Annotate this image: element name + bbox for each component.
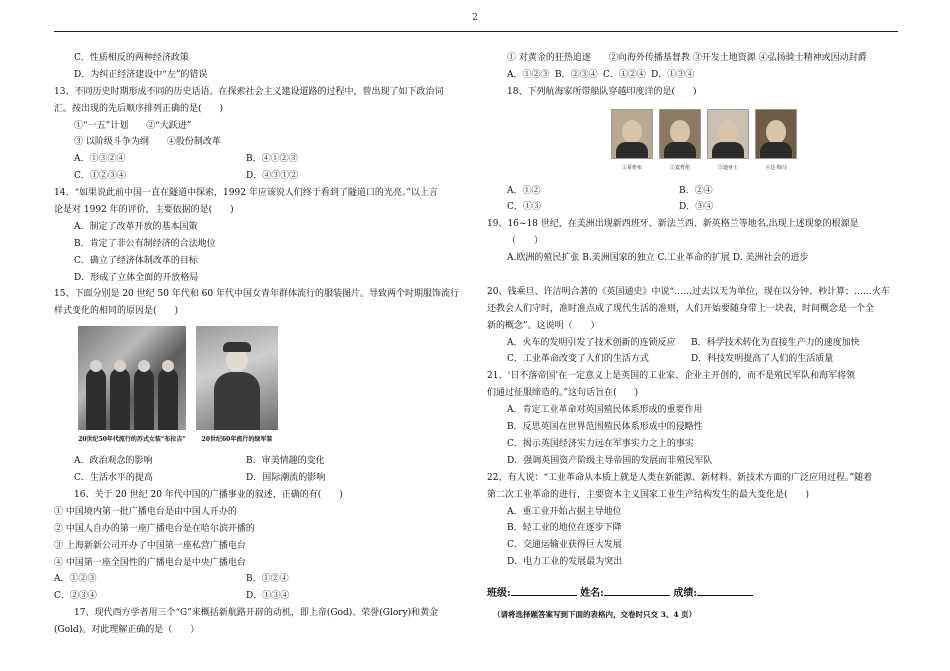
q13-option-c: C．①②③④	[74, 171, 126, 182]
portrait-dias	[707, 109, 749, 177]
q22-option-b: B．轻工业的地位在逐步下降	[507, 523, 622, 534]
class-blank[interactable]	[511, 585, 577, 596]
q18-option-c: C．①③	[507, 202, 541, 213]
portrait-caption-3: ③迪亚士	[717, 164, 738, 171]
q15-photo-1960s	[196, 326, 278, 449]
q15-options-ab	[54, 453, 466, 470]
portrait-columbus	[611, 109, 653, 177]
class-label: 班级:	[487, 588, 511, 600]
q17-stem-2: (Gold)。对此理解正确的是（ ）	[54, 625, 200, 636]
q14-option-d: D．形成了立体全面的开放格局	[74, 272, 199, 283]
q16-item-4: ④ 中国第一座全国性的广播电台是中央广播电台	[54, 557, 246, 568]
q12-option-d: D．为纠正经济建设中“左”的错误	[74, 69, 208, 80]
photo-green-uniform	[196, 326, 278, 430]
q13-option-b: B．④①②③	[246, 154, 298, 165]
q16-item-1: ① 中国境内第一批广播电台是由中国人开办的	[54, 506, 237, 517]
portrait-caption-2: ②麦哲伦	[669, 164, 690, 171]
q15-option-c: C．生活水平的提高	[74, 473, 153, 484]
q20-option-d: D．科技发明提高了人们的生活质量	[691, 354, 834, 365]
q17-items: ① 对黄金的狂热追逐 ②向海外传播基督教 ③开发土地资源 ④弘扬骑士精神或因动封爵	[507, 53, 867, 63]
q13-options-ab	[54, 151, 466, 168]
q15-photos	[78, 326, 466, 449]
photo-women-dresses	[78, 326, 186, 430]
q17-option-a: A．①②③	[507, 69, 550, 80]
spacer	[487, 267, 899, 284]
portrait-magellan	[659, 109, 701, 177]
left-column	[54, 50, 466, 639]
q19-stem-2: （ ）	[507, 236, 544, 247]
student-info-line	[487, 585, 899, 603]
q22-option-a: A．重工业开始占据主导地位	[507, 506, 622, 517]
q20-stem-1: 20、钱乘旦、许洁明合著的《英国通史》中说“……过去以天为单位，现在以分钟、秒计算；……火车	[487, 286, 891, 297]
q17-stem-1: 17、现代西方学者用三个“G”来概括新航路开辟的动机，即上帝(God)、荣誉(Glory)和黄金	[74, 608, 439, 619]
page-number: 2	[472, 13, 478, 23]
q21-option-c: C．揭示英国经济实力远在军事实力之上的事实	[507, 438, 694, 449]
q22-option-c: C．交通运输业获得巨大发展	[507, 540, 622, 551]
q22-stem-1: 22、有人说：“工业革命从本质上就是人类在新能源、新材料、新技术方面的广泛应用过程。”随着	[487, 472, 873, 483]
name-label: 姓名:	[580, 588, 604, 600]
q14-option-c: C．确立了经济体制改革的目标	[74, 255, 198, 266]
q21-option-a: A．肯定工业革命对英国殖民体系形成的重要作用	[507, 405, 703, 416]
q13-options-cd	[54, 168, 466, 185]
q15-option-b: B．审美情趣的变化	[246, 456, 325, 467]
q15-options-cd	[54, 470, 466, 487]
q18-option-d: D．③④	[679, 202, 714, 213]
q14-option-a: A．制定了改革开放的基本国策	[74, 221, 198, 232]
q22-option-d: D．电力工业的发展最为突出	[507, 557, 623, 568]
portrait-da-gama	[755, 109, 797, 177]
q20-options-cd	[487, 351, 899, 368]
q15-option-a: A．政治观念的影响	[74, 456, 153, 467]
q17-option-c: C．①②④	[603, 69, 646, 80]
q16-item-2: ② 中国人自办的第一座广播电台是在哈尔滨开播的	[54, 523, 255, 534]
score-blank[interactable]	[697, 585, 753, 596]
q18-portraits	[611, 109, 899, 177]
q13-stem-1: 13、不同历史时期形成不同的历史话语。在探索社会主义建设道路的过程中，曾出现了如下政治词	[54, 86, 444, 97]
q16-option-a: A．①②③	[54, 574, 97, 585]
q14-stem-2: 论是对 1992 年的评价，主要依据的是( )	[54, 205, 234, 216]
answer-note: （请将选择题答案写到下面的表格内，交卷时只交 3、4 页）	[493, 609, 697, 619]
q20-option-b: B．科学技术转化为直接生产力的速度加快	[691, 337, 860, 348]
q13-items-2: ③ 以阶级斗争为纲 ④股份制改革	[74, 137, 221, 148]
q14-option-b: B．肯定了非公有制经济的合法地位	[74, 238, 216, 249]
q18-option-a: A．①②	[507, 185, 541, 196]
q20-option-c: C．工业革命改变了人们的生活方式	[507, 354, 649, 365]
q18-options-ab	[487, 183, 899, 200]
q17-option-b: B．②③④	[555, 69, 598, 80]
q13-option-a: A．①③②④	[74, 154, 126, 165]
q16-item-3: ③ 上海新新公司开办了中国第一座私营广播电台	[54, 540, 246, 551]
q13-option-d: D．④③①②	[246, 171, 299, 182]
q21-stem-2: 们通过征服缔造的。”这句话旨在( )	[487, 388, 639, 399]
q18-options-cd	[487, 199, 899, 216]
right-column	[487, 50, 899, 624]
q20-option-a: A．火车的发明引发了技术创新的连锁反应	[507, 337, 676, 348]
q16-option-c: C．②③④	[54, 591, 97, 602]
q18-stem: 18、下列航海家所带船队穿越印度洋的是( )	[507, 86, 697, 97]
name-blank[interactable]	[604, 585, 670, 596]
q15-stem-2: 样式变化的相同的原因是( )	[54, 306, 179, 317]
q20-options-ab	[487, 335, 899, 352]
q12-option-c: C．性质相反的两种经济政策	[74, 53, 189, 63]
q15-photo-1950s	[78, 326, 186, 449]
q13-items-1: ①“一五”计划 ②“大跃进”	[74, 120, 192, 131]
q16-options-cd	[54, 588, 466, 605]
q17-option-d: D．①③④	[651, 69, 695, 80]
q14-stem-1: 14、“如果说此前中国一直在隧道中探索，1992 年应该说人们终于看到了隧道口的光亮。”以上言	[54, 188, 438, 199]
q16-option-b: B．①②④	[246, 574, 289, 585]
q15-caption-2: 20世纪60年流行的绿军装	[201, 436, 273, 444]
q19-options: A.欧洲的殖民扩张 B.美洲国家的独立 C.工业革命的扩展 D. 美洲社会的进步	[507, 253, 809, 264]
portrait-caption-1: ①哥伦布	[621, 164, 642, 171]
q19-stem-1: 19、16~18 世纪，在美洲出现新西班牙、新法兰西、新英格兰等地名,出现上述现象的根源是	[487, 219, 859, 230]
q15-option-d: D．国际潮流的影响	[246, 473, 326, 484]
q16-option-d: D．①③④	[246, 591, 290, 602]
q20-stem-3: 新的概念”。这说明（ ）	[487, 320, 600, 331]
q15-caption-1: 20世纪50年代流行的苏式女装“布拉吉”	[78, 436, 186, 444]
q17-options	[487, 67, 899, 84]
q15-stem-1: 15、下面分别是 20 世纪 50 年代和 60 年代中国女青年群体流行的服装图片。导致两个时期服饰流行	[54, 289, 459, 300]
q16-options-ab	[54, 571, 466, 588]
header-rule	[54, 31, 898, 32]
q21-option-b: B．反思英国在世界范围殖民体系形成中的侵略性	[507, 422, 703, 433]
portrait-caption-4: ④达·伽马	[765, 164, 787, 171]
q13-stem-2: 汇。按出现的先后顺序排列正确的是( )	[54, 103, 224, 114]
q20-stem-2: 还教会人们守时，准时准点成了现代生活的准则，人们开始要随身带上一块表，时间概念是一个全	[487, 303, 875, 314]
q18-option-b: B．②④	[679, 185, 713, 196]
q22-stem-2: 第二次工业革命的进行，主要资本主义国家工业生产结构发生的最大变化是( )	[487, 489, 810, 500]
q21-option-d: D．强调英国资产阶级主导帝国的发展而非殖民军队	[507, 455, 713, 466]
score-label: 成绩:	[673, 588, 698, 600]
q16-stem: 16、关于 20 世纪 20 年代中国的广播事业的叙述，正确的有( )	[74, 489, 343, 500]
q21-stem-1: 21、‘日不落帝国’在一定意义上是英国的工业家、企业主开创的，而不是殖民军队和海军将领	[487, 371, 856, 382]
